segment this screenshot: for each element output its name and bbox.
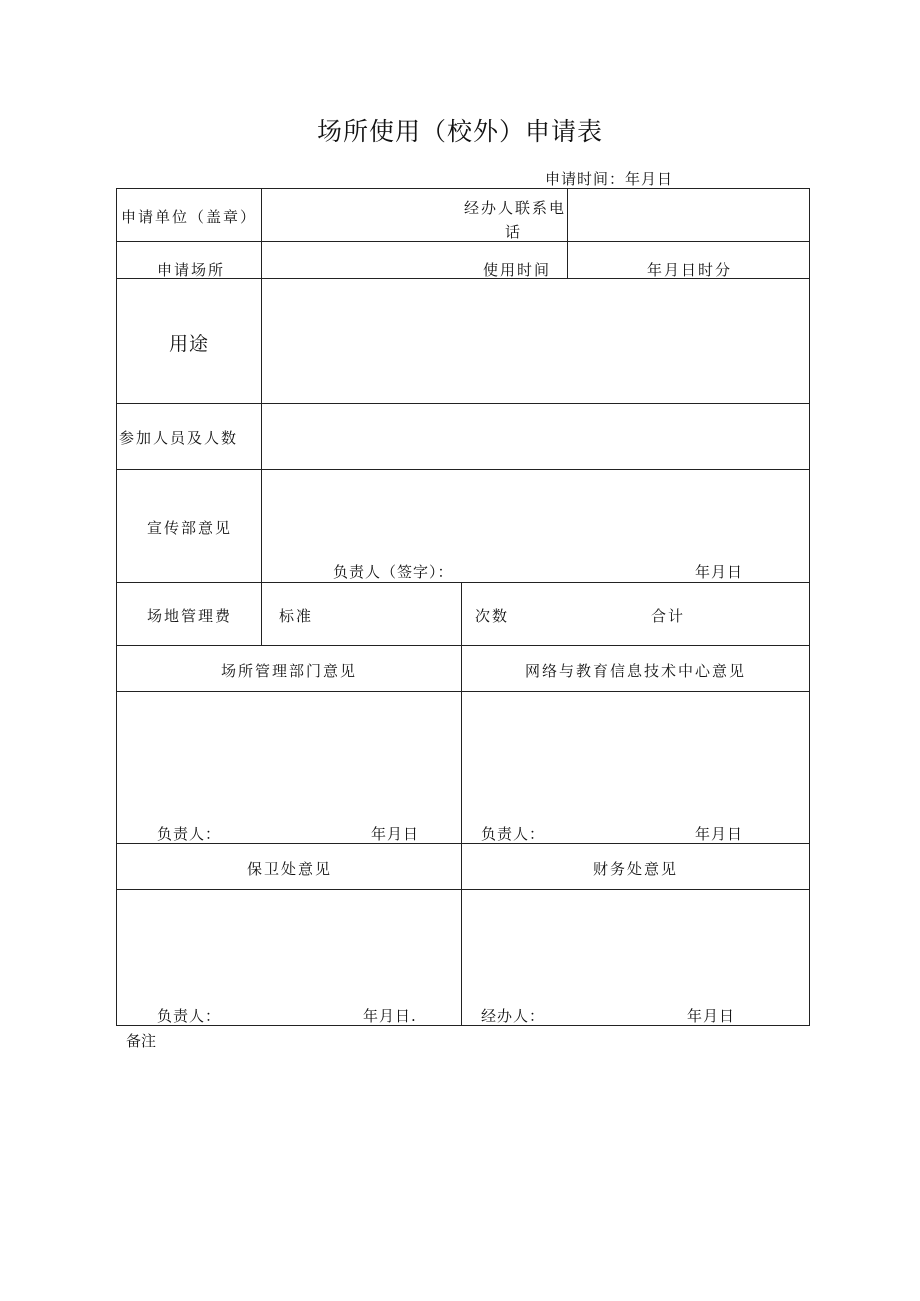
participants-label: 参加人员及人数 [119,429,239,447]
contact-phone-label: 经办人联系电 [464,199,567,217]
venue-dept-date-label: 年月日 [371,825,420,843]
usage-time-label: 使用时间 [483,261,552,279]
contact-phone-label-wrap: 话 [505,223,523,241]
finance-date-label: 年月日 [687,1007,736,1025]
venue-field[interactable] [263,243,463,276]
row-divider [117,582,809,583]
usage-time-value[interactable]: 年月日时分 [647,261,733,279]
row-divider [117,889,809,890]
application-form-table [116,188,810,1026]
security-office-opinion-title: 保卫处意见 [247,860,333,878]
venue-dept-signer-label: 负责人： [157,825,222,843]
security-date-label: 年月日. [363,1007,417,1025]
row-divider [117,691,809,692]
publicity-dept-label: 宣传部意见 [147,519,233,537]
venue-label: 申请场所 [157,261,226,279]
network-center-date-label: 年月日 [695,825,744,843]
network-center-opinion-title: 网络与教育信息技术中心意见 [525,662,747,680]
publicity-date-label: 年月日 [695,563,744,581]
network-center-signer-label: 负责人： [481,825,546,843]
publicity-signer-label: 负责人（签字）： [333,563,454,581]
participants-field[interactable] [263,405,807,467]
row-divider [117,645,809,646]
column-divider [261,189,262,645]
security-signer-label: 负责人： [157,1007,222,1025]
finance-office-opinion-title: 财务处意见 [593,860,679,878]
apply-date: 申请时间：年月日 [545,170,674,188]
contact-phone-field[interactable] [569,191,807,239]
venue-fee-label: 场地管理费 [147,607,233,625]
fee-standard-label: 标准 [279,607,314,625]
column-divider [461,582,462,1025]
purpose-label: 用途 [169,333,210,355]
row-divider [117,469,809,470]
page-title: 场所使用（校外）申请表 [316,117,603,146]
purpose-field[interactable] [263,280,807,401]
remark-label: 备注 [126,1032,157,1050]
finance-handler-label: 经办人： [481,1007,546,1025]
row-divider [117,241,809,242]
applicant-unit-label: 申请单位（盖章） [121,208,258,226]
fee-times-label: 次数 [475,607,510,625]
row-divider [117,403,809,404]
venue-dept-opinion-title: 场所管理部门意见 [221,662,358,680]
column-divider [567,189,568,278]
fee-total-label: 合计 [651,607,686,625]
